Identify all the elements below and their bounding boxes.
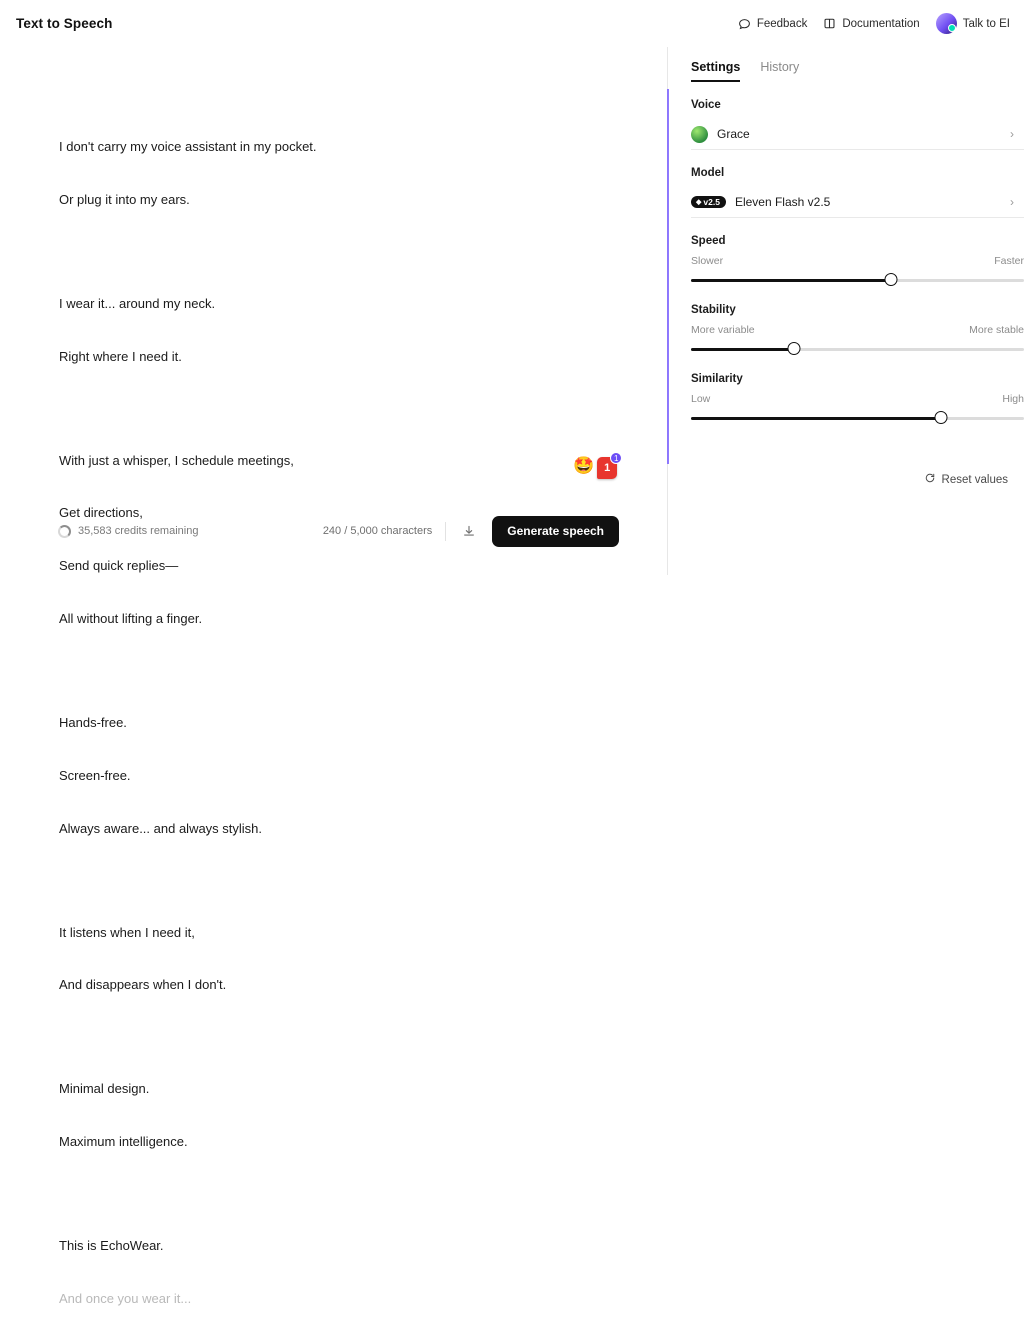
text-input-area[interactable] <box>59 103 607 1343</box>
editor-line: Right where I need it. <box>59 348 182 364</box>
reset-icon <box>924 472 936 487</box>
tab-history[interactable]: History <box>760 60 800 74</box>
download-icon[interactable] <box>459 521 479 541</box>
speed-label: Speed <box>691 235 726 247</box>
divider <box>445 522 446 541</box>
reset-values-label: Reset values <box>941 473 1008 486</box>
spark-icon: ◆ <box>696 198 702 206</box>
talk-to-ei-button[interactable] <box>936 13 1010 34</box>
editor-line: It listens when I need it, <box>59 924 195 940</box>
stability-slider[interactable] <box>691 342 1024 356</box>
voice-value: Grace <box>717 127 750 141</box>
editor-blank-line <box>59 244 607 260</box>
slider-knob[interactable] <box>884 273 897 286</box>
stability-slider-block <box>691 304 1024 356</box>
credits-label: 35,583 credits remaining <box>78 525 199 537</box>
voice-label: Voice <box>691 99 721 111</box>
editor-line: I don't carry my voice assistant in my pocket. <box>59 139 317 155</box>
documentation-label: Documentation <box>842 17 920 30</box>
settings-panel <box>667 47 1024 575</box>
reaction-cluster[interactable] <box>573 453 619 479</box>
editor-line: Or plug it into my ears. <box>59 191 190 207</box>
speed-slider-block <box>691 235 1024 287</box>
editor-blank-line <box>59 401 607 417</box>
feedback-label: Feedback <box>756 17 808 30</box>
editor-line-faded: And once you wear it... <box>59 1290 192 1306</box>
editor-line: Hands-free. <box>59 715 127 730</box>
page-title: Text to Speech <box>16 16 113 31</box>
chevron-right-icon: › <box>1010 195 1014 209</box>
editor-line: All without lifting a finger. <box>59 611 203 627</box>
slider-fill <box>691 348 794 351</box>
model-value: Eleven Flash v2.5 <box>734 195 831 209</box>
stability-label: Stability <box>691 304 736 316</box>
slider-fill <box>691 279 891 282</box>
editor-line: I wear it... around my neck. <box>59 295 216 311</box>
generate-speech-button[interactable]: Generate speech <box>492 516 619 547</box>
character-count: 240 / 5,000 characters <box>322 525 433 537</box>
comment-pin[interactable] <box>597 453 619 479</box>
stability-range-labels <box>691 324 1024 336</box>
stability-max-label: More stable <box>969 324 1024 336</box>
similarity-max-label: High <box>1002 393 1024 405</box>
chevron-right-icon: › <box>1010 127 1014 141</box>
editor-bottom-right <box>323 516 619 547</box>
editor-line: And disappears when I don't. <box>59 977 227 993</box>
speed-max-label: Faster <box>994 255 1024 267</box>
speed-range-labels <box>691 255 1024 267</box>
editor-pane <box>0 47 667 1306</box>
editor-line: Screen-free. <box>59 767 131 783</box>
editor-line: Get directions, <box>59 505 143 521</box>
slider-fill <box>691 417 941 420</box>
slider-knob[interactable] <box>934 411 947 424</box>
editor-blank-line <box>59 1186 607 1202</box>
model-version-chip <box>691 196 726 209</box>
feedback-button[interactable] <box>738 17 808 30</box>
credits-ring-icon <box>58 525 71 538</box>
similarity-slider[interactable] <box>691 411 1024 425</box>
model-section <box>691 167 1024 218</box>
editor-bottom-bar <box>0 515 667 547</box>
top-bar <box>0 0 1024 47</box>
slider-knob[interactable] <box>788 342 801 355</box>
documentation-button[interactable] <box>823 17 919 30</box>
editor-line: Send quick replies— <box>59 558 179 574</box>
pin-icon: 1 <box>597 457 617 479</box>
editor-blank-line <box>59 872 607 888</box>
tab-settings[interactable]: Settings <box>691 60 740 82</box>
chat-icon <box>738 17 751 30</box>
top-bar-actions <box>738 13 1010 34</box>
credits-indicator <box>58 525 198 538</box>
agent-avatar-icon <box>936 13 957 34</box>
voice-section <box>691 99 1024 150</box>
similarity-min-label: Low <box>691 393 711 405</box>
similarity-range-labels <box>691 393 1024 405</box>
editor-line: With just a whisper, I schedule meetings, <box>59 452 294 468</box>
editor-line: Maximum intelligence. <box>59 1134 188 1150</box>
settings-tabs <box>691 47 1024 82</box>
editor-line: This is EchoWear. <box>59 1238 164 1254</box>
model-select[interactable] <box>691 187 1024 218</box>
voice-avatar-icon <box>691 126 708 143</box>
emoji-reaction-icon[interactable]: 🤩 <box>573 456 595 475</box>
editor-line: Minimal design. <box>59 1081 150 1097</box>
model-chip-label: v2.5 <box>703 196 720 207</box>
voice-select[interactable] <box>691 119 1024 150</box>
pin-count-badge: 1 <box>610 452 622 464</box>
editor-blank-line <box>59 1029 607 1045</box>
model-label: Model <box>691 167 725 179</box>
talk-to-ei-label: Talk to EI <box>962 17 1010 30</box>
speed-min-label: Slower <box>691 255 724 267</box>
stability-min-label: More variable <box>691 324 755 336</box>
editor-blank-line <box>59 663 607 679</box>
main-body <box>0 47 1024 1306</box>
speed-slider[interactable] <box>691 273 1024 287</box>
editor-line: Always aware... and always stylish. <box>59 820 263 836</box>
book-icon <box>823 17 836 30</box>
similarity-label: Similarity <box>691 373 743 385</box>
reset-values-button[interactable] <box>924 472 1008 487</box>
similarity-slider-block <box>691 373 1024 425</box>
